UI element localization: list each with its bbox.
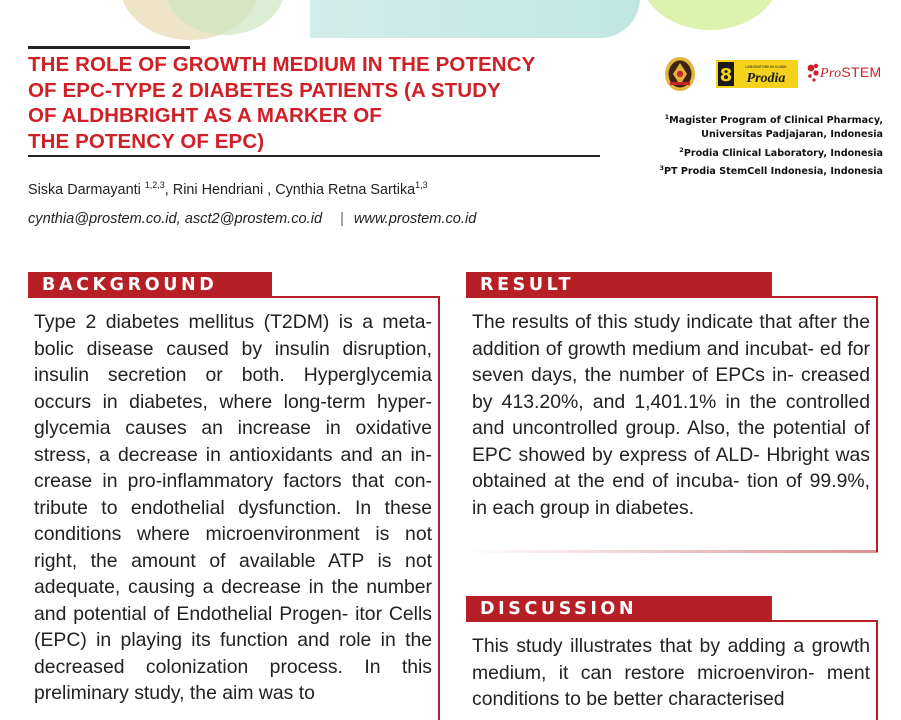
affiliation-line: $^1$Magister Program of Clinical Pharmacy,	[664, 113, 883, 127]
section-side-rule	[876, 296, 878, 552]
prostem-logo	[806, 60, 894, 88]
svg-text:8: 8	[719, 65, 733, 86]
title-rule-top	[28, 46, 190, 49]
title-line: OF EPC-TYPE 2 DIABETES PATIENTS (A STUDY	[28, 78, 501, 102]
section-rule	[466, 620, 878, 622]
prodia-name: Prodia	[746, 71, 786, 86]
author-name: Siska Darmayanti	[28, 181, 141, 198]
contact-separator: |	[340, 211, 344, 227]
poster-title	[28, 52, 628, 154]
affiliation-line: $^3$PT Prodia StemCell Indonesia, Indonesia	[659, 163, 883, 178]
section-bottom-rule	[466, 550, 878, 553]
section-heading-discussion: DISCUSSION	[466, 596, 772, 622]
section-heading-background: BACKGROUND	[28, 272, 272, 298]
section-side-rule	[876, 620, 878, 720]
logo-strip	[662, 54, 892, 94]
contact-emails[interactable]: cynthia@prostem.co.id, asct2@prostem.co.id	[28, 211, 323, 227]
decorative-blob	[640, 0, 780, 30]
author-affiliation-mark: 1,3	[415, 180, 428, 190]
affiliations	[623, 110, 883, 179]
prodia-small-label: LABORATORIUM KLINIK	[745, 65, 787, 69]
decorative-banner	[310, 0, 640, 38]
author-name: Rini Hendriani	[172, 181, 264, 198]
prostem-wordmark	[820, 64, 881, 82]
affiliation-line: Universitas Padjajaran, Indonesia	[701, 129, 883, 141]
background-paragraph: Type 2 diabetes mellitus (T2DM) is a meta- bolic disease caused by insulin disruption, insulin secretion or both. Hyperglycemia occurs in diabetes, where long-term hyper- glycemia causes an increase in oxidative stress, a decrease in antioxidants and an in- crease in pro-inflammatory factors that con- tribute to endothelial dysfunction. In these conditions where microenvironment is not right, the amount of available ATP is not adequate, causing a decrease in the number and potential of Endothelial Progen- itor Cells (EPC) in playing its function and role in the decreased colonization process. In this preliminary study, the aim was to	[34, 311, 433, 704]
author-list: Siska Darmayanti $^{1,2,3}$, Rini Hendriani , Cynthia Retna Sartika$^{1,3}$	[28, 180, 428, 198]
unpad-logo	[662, 56, 698, 92]
contact-line	[28, 211, 476, 227]
prostem-pro: Pro	[820, 66, 842, 81]
section-rule	[466, 296, 878, 298]
author-name: Cynthia Retna Sartika	[275, 181, 416, 198]
section-heading-result: RESULT	[466, 272, 772, 298]
prostem-dots-icon	[806, 62, 820, 84]
discussion-paragraph: This study illustrates that by adding a growth medium, it can restore microenviron- ment conditions to be better characterised	[472, 635, 870, 710]
title-line: THE ROLE OF GROWTH MEDIUM IN THE POTENCY	[28, 53, 536, 76]
result-paragraph: The results of this study indicate that after the addition of growth medium and incubat- ed for seven days, the number of EPCs in- creased by 413.20%, and 1,401.1% in the controlled and uncontrolled group. Also, the potential of EPC showed by express of ALD- Hbright was obtained at the end of incuba- tion of 99.9%, in each group in diabetes.	[472, 311, 871, 519]
title-line: OF ALDHBRIGHT AS A MARKER OF	[28, 104, 382, 127]
prostem-stem: STEM	[841, 64, 882, 80]
section-side-rule	[438, 296, 440, 720]
author-affiliation-mark: 1,2,3	[144, 180, 165, 190]
section-rule	[28, 296, 440, 298]
prodia-logo	[716, 60, 798, 88]
contact-website[interactable]: www.prostem.co.id	[353, 211, 477, 227]
title-line: THE POTENCY OF EPC)	[28, 129, 265, 153]
affiliation-line: $^2$Prodia Clinical Laboratory, Indonesia	[679, 145, 883, 159]
title-rule-bottom	[28, 155, 600, 157]
